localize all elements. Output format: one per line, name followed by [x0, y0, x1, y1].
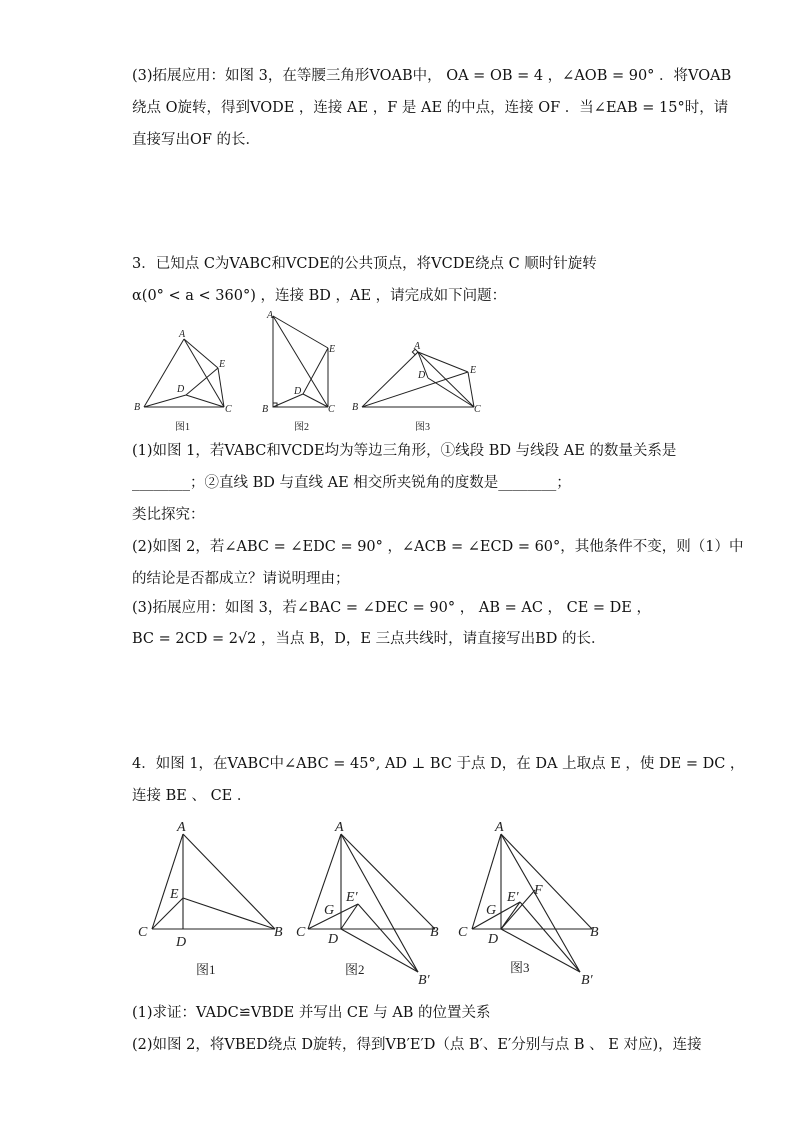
label-B: B	[134, 402, 141, 413]
text-line: (3)拓展应用：如图 3，若∠BAC = ∠DEC = 90° ， AB = AC ， CE = DE ，	[132, 600, 651, 616]
label-E-prime: E′	[346, 890, 358, 905]
label-C: C	[328, 404, 335, 415]
label-C: C	[138, 925, 148, 940]
label-D: D	[177, 384, 185, 395]
label-C: C	[225, 404, 232, 415]
text-line: (2)如图 2，若∠ABC = ∠EDC = 90° ，∠ACB = ∠ECD = 60°，其他条件不变，则（1）中	[132, 539, 744, 555]
q4-figure-1	[152, 834, 275, 929]
label-B: B	[590, 925, 599, 940]
label-D: D	[294, 386, 302, 397]
label-G: G	[486, 903, 497, 918]
q4-stem: 连接 BE 、 CE ．	[132, 788, 252, 804]
label-D: D	[176, 935, 187, 950]
text-line: 绕点 O旋转，得到VODE ，连接 AE ，F 是 AE 的中点，连接 OF ．当∠EAB = 15°时，请	[132, 100, 729, 116]
text-line: (1)如图 1，若VABC和VCDE均为等边三角形，①线段 BD 与线段 AE 的数量关系是	[132, 443, 677, 459]
text-line: (1)求证：VADC≌VBDE 并写出 CE 与 AB 的位置关系	[132, 1005, 491, 1021]
label-G: G	[324, 903, 335, 918]
caption: 图1	[196, 962, 216, 977]
label-A: A	[414, 341, 421, 352]
text-line: ________；②直线 BD 与直线 AE 相交所夹锐角的度数是________；	[132, 475, 571, 491]
label-E: E	[219, 359, 226, 370]
label-C: C	[474, 404, 481, 415]
text-line: 直接写出OF 的长．	[132, 132, 261, 148]
q4-stem: 4．如图 1，在VABC中∠ABC = 45°, AD ⊥ BC 于点 D，在 DA 上取点 E ，使 DE = DC ，	[132, 756, 745, 772]
label-B: B	[430, 925, 439, 940]
label-A: A	[335, 820, 344, 835]
label-A: A	[495, 820, 504, 835]
q4-figures	[130, 812, 610, 992]
label-D: D	[328, 932, 339, 947]
label-B: B	[274, 925, 283, 940]
caption: 图3	[510, 960, 530, 975]
label-B-prime: B′	[418, 973, 430, 988]
label-B: B	[352, 402, 359, 413]
label-A: A	[177, 820, 186, 835]
label-A: A	[179, 329, 186, 340]
q3-stem: 3．已知点 C为VABC和VCDE的公共顶点，将VCDE绕点 C 顺时针旋转	[132, 256, 597, 272]
label-E: E	[170, 887, 179, 902]
caption: 图2	[294, 422, 309, 433]
label-C: C	[458, 925, 468, 940]
text-line: 的结论是否都成立？请说明理由；	[132, 571, 350, 587]
q3-figures	[128, 308, 498, 438]
label-D: D	[418, 370, 426, 381]
label-E: E	[329, 344, 336, 355]
q3-figure-1	[144, 339, 224, 407]
label-D: D	[488, 932, 499, 947]
q3-stem: α(0° < a < 360°) ，连接 BD ，AE ，请完成如下问题：	[132, 288, 507, 304]
label-F: F	[534, 883, 543, 898]
label-B-prime: B′	[581, 973, 593, 988]
text-line: (2)如图 2，将VBED绕点 D旋转，得到VB′E′D（点 B′、E′分别与点 B 、 E 对应)，连接	[132, 1037, 702, 1053]
text-line: BC = 2CD = 2√2 ，当点 B，D，E 三点共线时，请直接写出BD 的长．	[132, 631, 606, 647]
text-line: 类比探究：	[132, 507, 205, 523]
label-A: A	[267, 310, 274, 321]
caption: 图2	[345, 962, 365, 977]
label-E-prime: E′	[507, 890, 519, 905]
caption: 图3	[415, 422, 430, 433]
text-line: (3)拓展应用：如图 3，在等腰三角形VOAB中， OA = OB = 4 ，∠AOB = 90° ．将VOAB	[132, 68, 732, 84]
label-B: B	[262, 404, 269, 415]
label-C: C	[296, 925, 306, 940]
label-E: E	[470, 365, 477, 376]
caption: 图1	[175, 422, 190, 433]
